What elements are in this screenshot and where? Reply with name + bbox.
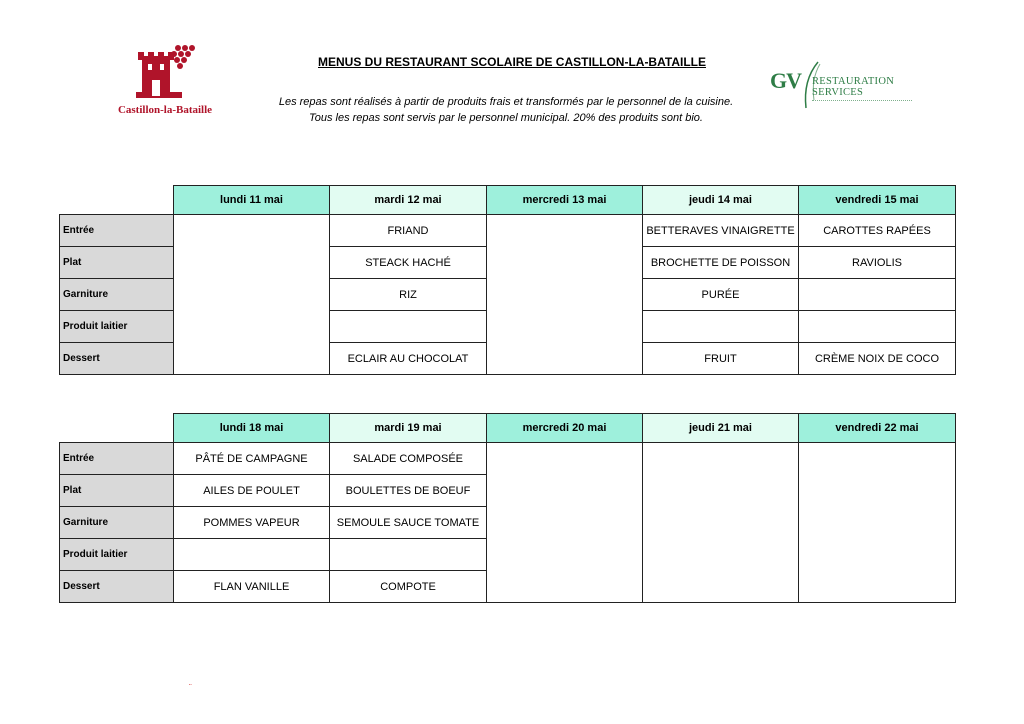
menu-cell: COMPOTE xyxy=(330,571,487,603)
menu-cell: BOULETTES DE BOEUF xyxy=(330,475,487,507)
row-label: Garniture xyxy=(60,507,174,539)
menu-cell: BETTERAVES VINAIGRETTE xyxy=(643,215,799,247)
day-header-vendredi: vendredi 22 mai xyxy=(799,414,956,443)
menu-cell xyxy=(643,311,799,343)
day-header-lundi: lundi 18 mai xyxy=(174,414,330,443)
caterer-logo-line-1: RESTAURATION xyxy=(812,76,895,87)
castle-grapes-icon xyxy=(128,42,198,104)
day-header-vendredi: vendredi 15 mai xyxy=(799,186,956,215)
menu-table-week-1 xyxy=(59,185,956,375)
menu-cell: ECLAIR AU CHOCOLAT xyxy=(330,343,487,375)
menu-cell-lundi xyxy=(174,215,330,375)
page-title: MENUS DU RESTAURANT SCOLAIRE DE CASTILLON-LA-BATAILLE xyxy=(318,55,706,69)
menu-cell: PURÉE xyxy=(643,279,799,311)
table-header-row xyxy=(60,414,956,443)
menu-cell: FLAN VANILLE xyxy=(174,571,330,603)
corner-blank xyxy=(60,186,174,215)
menu-cell-mercredi xyxy=(487,215,643,375)
day-header-jeudi: jeudi 14 mai xyxy=(643,186,799,215)
menu-cell: RIZ xyxy=(330,279,487,311)
menu-cell: STEACK HACHÉ xyxy=(330,247,487,279)
menu-cell: CRÈME NOIX DE COCO xyxy=(799,343,956,375)
menu-cell xyxy=(330,311,487,343)
menu-cell: RAVIOLIS xyxy=(799,247,956,279)
caterer-logo-name xyxy=(812,76,894,98)
menu-cell: BROCHETTE DE POISSON xyxy=(643,247,799,279)
caterer-logo-line-2: SERVICES xyxy=(812,87,864,98)
day-header-mercredi: mercredi 13 mai xyxy=(487,186,643,215)
row-label: Dessert xyxy=(60,343,174,375)
day-header-mercredi: mercredi 20 mai xyxy=(487,414,643,443)
caterer-logo-tagline xyxy=(812,100,912,104)
menu-cell xyxy=(174,539,330,571)
row-label: Plat xyxy=(60,247,174,279)
table-header-row xyxy=(60,186,956,215)
table-row-entree xyxy=(60,443,956,475)
row-label: Plat xyxy=(60,475,174,507)
stray-mark: ¨ xyxy=(189,683,192,692)
menu-cell-mercredi xyxy=(487,443,643,603)
subtitle-line-2: Tous les repas sont servis par le personnel municipal. 20% des produits sont bio. xyxy=(309,112,703,124)
menu-cell: FRUIT xyxy=(643,343,799,375)
menu-cell: SALADE COMPOSÉE xyxy=(330,443,487,475)
day-header-lundi: lundi 11 mai xyxy=(174,186,330,215)
menu-cell: CAROTTES RAPÉES xyxy=(799,215,956,247)
row-label: Entrée xyxy=(60,215,174,247)
menu-cell: PÂTÉ DE CAMPAGNE xyxy=(174,443,330,475)
day-header-jeudi: jeudi 21 mai xyxy=(643,414,799,443)
row-label: Entrée xyxy=(60,443,174,475)
caterer-logo-letters: GV xyxy=(770,68,801,93)
caterer-logo xyxy=(768,60,918,120)
day-header-mardi: mardi 19 mai xyxy=(330,414,487,443)
row-label: Produit laitier xyxy=(60,311,174,343)
menu-cell: POMMES VAPEUR xyxy=(174,507,330,539)
menu-cell xyxy=(330,539,487,571)
town-name: Castillon-la-Bataille xyxy=(117,104,213,116)
row-label: Produit laitier xyxy=(60,539,174,571)
subtitle-line-1: Les repas sont réalisés à partir de produits frais et transformés par le personnel de la cuisine. xyxy=(278,96,734,108)
day-header-mardi: mardi 12 mai xyxy=(330,186,487,215)
menu-cell: FRIAND xyxy=(330,215,487,247)
menu-cell-vendredi xyxy=(799,443,956,603)
town-logo xyxy=(100,42,230,120)
menu-table-week-2 xyxy=(59,413,956,603)
table-row-entree xyxy=(60,215,956,247)
corner-blank xyxy=(60,414,174,443)
row-label: Dessert xyxy=(60,571,174,603)
menu-cell xyxy=(799,279,956,311)
menu-cell-jeudi xyxy=(643,443,799,603)
row-label: Garniture xyxy=(60,279,174,311)
menu-cell: SEMOULE SAUCE TOMATE xyxy=(330,507,487,539)
menu-cell: AILES DE POULET xyxy=(174,475,330,507)
menu-cell xyxy=(799,311,956,343)
